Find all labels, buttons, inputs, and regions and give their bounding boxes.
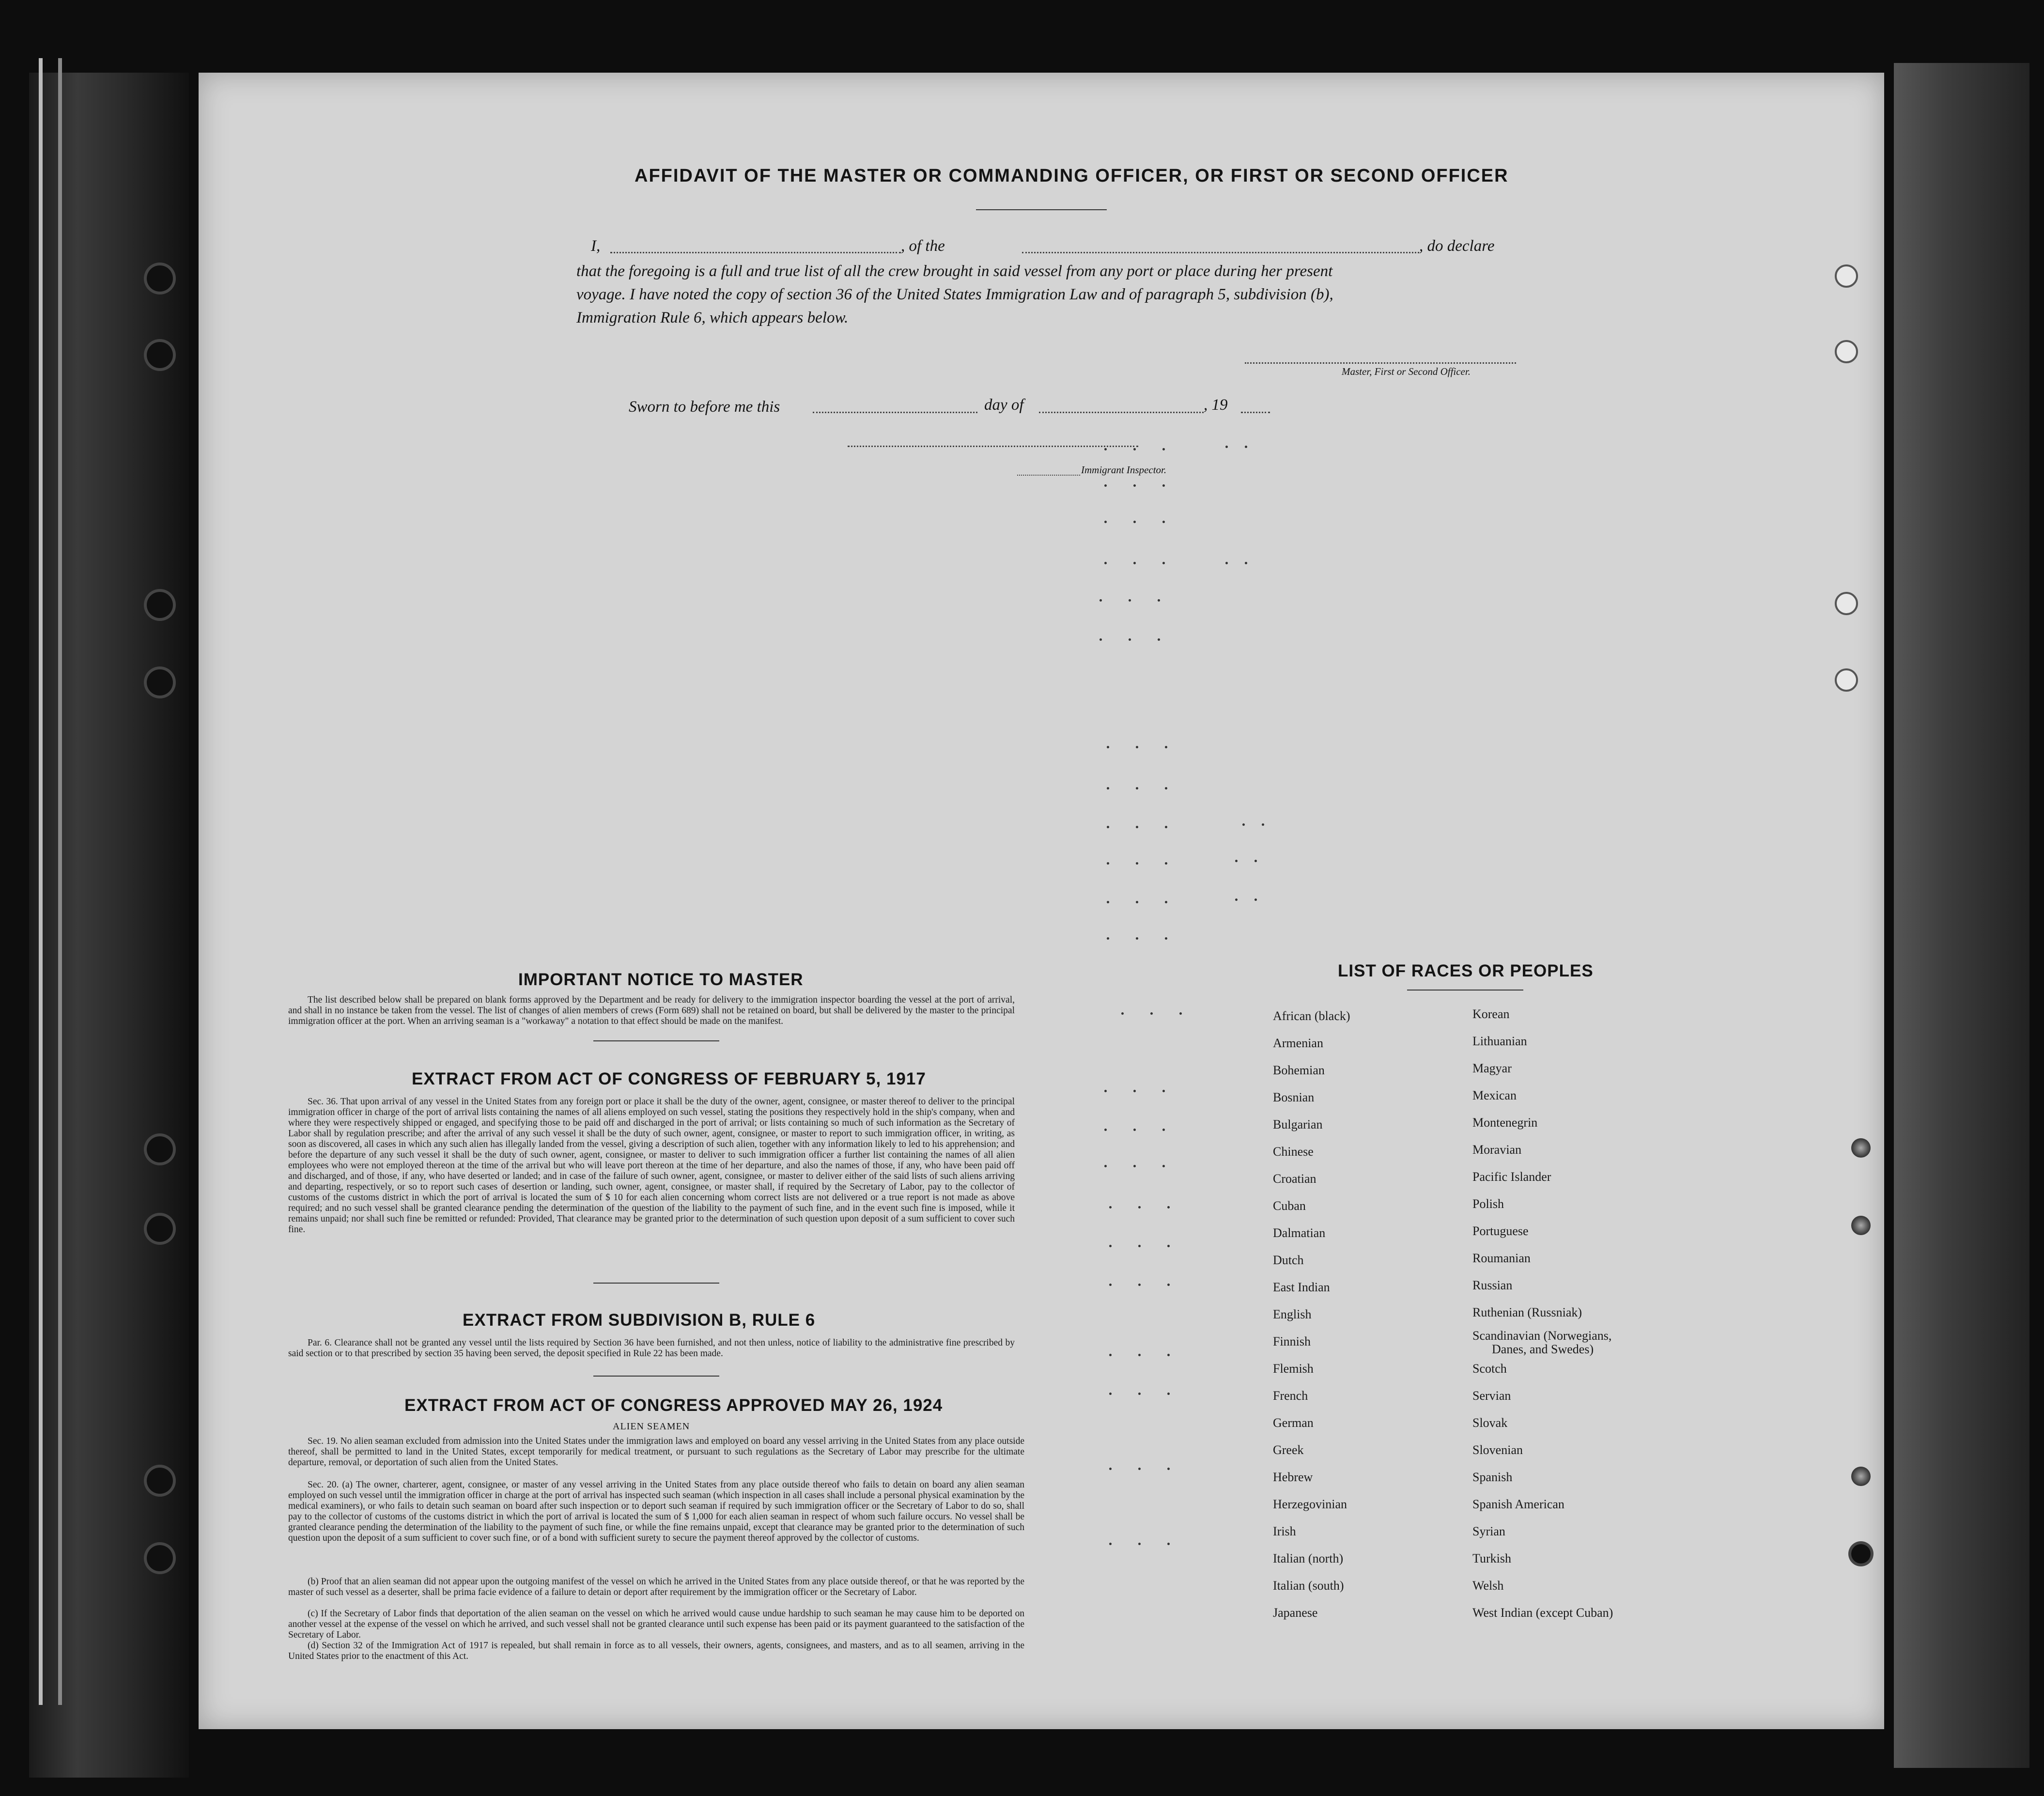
- race-item: Greek: [1273, 1443, 1304, 1457]
- race-item: Scandinavian (Norwegians,: [1472, 1329, 1612, 1343]
- punch-hole: [1835, 264, 1858, 288]
- race-item: Italian (south): [1273, 1579, 1344, 1593]
- race-item: French: [1273, 1389, 1308, 1403]
- extract-1917-title: EXTRACT FROM ACT OF CONGRESS OF FEBRUARY 5, 1917: [412, 1069, 926, 1088]
- punch-hole: [1835, 668, 1858, 692]
- binder-hole: [147, 592, 173, 618]
- punch-hole: [1851, 1216, 1871, 1235]
- extract-rule6-title: EXTRACT FROM SUBDIVISION B, RULE 6: [463, 1311, 816, 1330]
- binder-left: [29, 73, 189, 1778]
- race-item: Servian: [1472, 1389, 1511, 1403]
- title-rule: [976, 209, 1107, 210]
- race-item: Finnish: [1273, 1334, 1311, 1348]
- race-item: Dutch: [1273, 1253, 1304, 1267]
- divider: [1407, 990, 1523, 991]
- race-item: Moravian: [1472, 1143, 1522, 1157]
- binder-edge: [58, 58, 62, 1705]
- race-item: Pacific Islander: [1472, 1170, 1551, 1184]
- race-item: Mexican: [1472, 1088, 1517, 1102]
- punch-hole: [1851, 1138, 1871, 1158]
- vessel-blank[interactable]: [1022, 252, 1419, 253]
- race-item: Slovenian: [1472, 1443, 1523, 1457]
- sworn-day-blank[interactable]: [813, 412, 977, 413]
- race-item: Syrian: [1472, 1524, 1505, 1538]
- race-item: Welsh: [1472, 1579, 1504, 1593]
- race-item: Russian: [1472, 1278, 1513, 1292]
- race-item: Dalmatian: [1273, 1226, 1326, 1240]
- affidavit-i: I,: [591, 237, 601, 255]
- race-item: Montenegrin: [1472, 1115, 1538, 1130]
- race-item: Bulgarian: [1273, 1117, 1323, 1131]
- race-item: Danes, and Swedes): [1492, 1342, 1594, 1356]
- divider: [593, 1376, 719, 1377]
- inspector-signature-blank[interactable]: [848, 446, 1138, 447]
- sworn-month-blank[interactable]: [1039, 412, 1204, 413]
- name-blank[interactable]: [610, 252, 901, 253]
- binder-hole: [147, 1468, 173, 1494]
- race-item: Japanese: [1273, 1606, 1318, 1620]
- extract-1924-sec20c: (c) If the Secretary of Labor finds that deportation of the alien seaman on the vessel on which he arrived would cause undue hardship to such seaman he may cause him to be deported on another vessel at the expense of the vessel on which he arrived, and such vessel shall not be granted clearance until such expense has been paid or its payment guaranteed to the satisfaction of the Secretary of Labor.: [288, 1609, 1024, 1640]
- sworn-label: Sworn to before me this: [629, 398, 780, 416]
- punch-hole: [1851, 1467, 1871, 1486]
- race-item: Herzegovinian: [1273, 1497, 1347, 1511]
- punch-hole: [1851, 1544, 1871, 1564]
- divider: [593, 1283, 719, 1284]
- binder-hole: [147, 1216, 173, 1242]
- sworn-year-blank[interactable]: [1241, 412, 1270, 413]
- race-item: Slovak: [1472, 1416, 1508, 1430]
- punch-hole: [1835, 592, 1858, 615]
- race-item: Bosnian: [1273, 1090, 1315, 1104]
- extract-1924-sec20b: (b) Proof that an alien seaman did not appear upon the outgoing manifest of the vessel on which he arrived in the United States from any place outside thereof, or that he was reported by the master of such vessel as a deserter, shall be prima facie evidence of a failure to detain or deport after requirement by the immigration officer or the Secretary of Labor.: [288, 1577, 1024, 1597]
- race-item: African (black): [1273, 1009, 1350, 1023]
- race-item: Bohemian: [1273, 1063, 1325, 1077]
- race-item: East Indian: [1273, 1280, 1330, 1294]
- race-item: Portuguese: [1472, 1224, 1529, 1238]
- binder-hole: [147, 265, 173, 292]
- binder-hole: [147, 1545, 173, 1571]
- binder-right: [1894, 63, 2029, 1768]
- form-page: [199, 73, 1884, 1729]
- punch-hole: [1835, 340, 1858, 363]
- inspector-leader: [1017, 475, 1080, 476]
- divider: [593, 1040, 719, 1041]
- race-item: Roumanian: [1472, 1251, 1531, 1265]
- race-item: Turkish: [1472, 1551, 1511, 1565]
- notice-text: The list described below shall be prepared on blank forms approved by the Department and be ready for delivery to the immigration inspector boarding the vessel at the port of arrival, and shall in no instance be taken from the vessel. The list of changes of alien members of crews (Form 689) shall not be retained on board, but shall be delivered by the master to the principal immigration officer at the port. When an arriving seaman is a "workaway" a notation to that effect should be made on the manifest.: [288, 995, 1015, 1026]
- race-item: Italian (north): [1273, 1551, 1344, 1565]
- race-item: Magyar: [1472, 1061, 1512, 1075]
- race-item: Flemish: [1273, 1362, 1314, 1376]
- affidavit-body-1: that the foregoing is a full and true list of all the crew brought in said vessel from any port or place during her present: [576, 263, 1333, 280]
- race-item: German: [1273, 1416, 1314, 1430]
- signature-blank[interactable]: [1245, 362, 1516, 364]
- binder-hole: [147, 1136, 173, 1162]
- race-item: Cuban: [1273, 1199, 1306, 1213]
- extract-1917-text: Sec. 36. That upon arrival of any vessel in the United States from any foreign port or place it shall be the duty of the owner, agent, consignee, or master thereof to deliver to the principal immigration officer in charge of the port of arrival lists containing the names of all aliens employed on such vessel, stating the positions they respectively hold in the ship's company, when and where they were respectively shipped or engaged, and specifying those to be paid off and discharged in the port of arrival; or lists containing so much of such information as the Secretary of Labor shall by regulation prescribe; and after the arrival of any such vessel it shall be the duty of such owner, agent, consignee, or master to report to such immigration officer, in writing, as soon as discovered, all cases in which any such alien has illegally landed from the vessel, giving a description of such alien, together with any information likely to led to his apprehension; and before the departure of any such vessel it shall be the duty of such owner, agent, consignee, or master to deliver to such immigration officer a further list containing the names of all alien employees who were not employed thereon at the time of the arrival but who will leave port thereon at the time of her departure, and also the names of those, if any, who have been paid off and discharged, and of those, if any, who have deserted or landed; and in case of the failure of such owner, agent, consignee, or master to deliver either of the said lists of such aliens arriving and departing, respectively, or so to report such cases of desertion or landing, such owner, agent, consignee, or master shall, if required by the Secretary of Labor, pay to the collector of customs of the customs district in which the port of arrival is located the sum of $ 10 for each alien concerning whom correct lists are not delivered or a true report is not made as above required; and no such vessel shall be granted clearance pending the determination of the question of the liability to the payment of such fine, and in the event such fine is imposed, while it remains unpaid; nor shall such fine be remitted or refunded: Provided, That clearance may be granted prior to the determination of such question upon deposit of a sum sufficient to cover such fine.: [288, 1097, 1015, 1235]
- race-item: Hebrew: [1273, 1470, 1313, 1484]
- inspector-caption: Immigrant Inspector.: [1081, 464, 1167, 476]
- extract-1924-title: EXTRACT FROM ACT OF CONGRESS APPROVED MAY 26, 1924: [404, 1396, 943, 1415]
- affidavit-of-the: , of the: [901, 237, 945, 255]
- year-label: , 19: [1204, 396, 1228, 414]
- race-item: Armenian: [1273, 1036, 1323, 1050]
- extract-rule6-text: Par. 6. Clearance shall not be granted any vessel until the lists required by Section 36 have been furnished, and not then unless, notice of liability to the administrative fine prescribed by said section or to that prescribed by section 35 having been served, the deposit specified in Rule 22 has been made.: [288, 1338, 1015, 1359]
- affidavit-do-declare: , do declare: [1419, 237, 1495, 255]
- race-item: Croatian: [1273, 1172, 1316, 1186]
- race-item: Polish: [1472, 1197, 1504, 1211]
- affidavit-body-3: Immigration Rule 6, which appears below.: [576, 309, 849, 326]
- alien-seamen-subtitle: ALIEN SEAMEN: [613, 1421, 690, 1432]
- day-of-label: day of: [984, 396, 1024, 414]
- race-item: West Indian (except Cuban): [1472, 1606, 1613, 1620]
- races-title: LIST OF RACES OR PEOPLES: [1338, 961, 1594, 980]
- notice-title: IMPORTANT NOTICE TO MASTER: [518, 970, 804, 989]
- extract-1924-sec20a: Sec. 20. (a) The owner, charterer, agent, consignee, or master of any vessel arriving in the United States from any place outside thereof who fails to detain on board any alien seaman employed on such vessel until the immigration officer in charge at the port of arrival has inspected such seaman (which inspection in all cases shall include a personal physical examination by the medical examiners), or who fails to detain such seaman on board after such inspection or to deport such seaman if required by such immigration officer or the Secretary of Labor to do so, shall pay to the collector of customs of the customs district in which the port of arrival is located the sum of $ 1,000 for each alien seaman in respect of whom such failure occurs. No vessel shall be granted clearance pending the determination of the liability to the payment of such fine, or while the fine remains unpaid, except that clearance may be granted prior to the determination of such question upon the deposit of a sum sufficient to cover such fine, or of a bond with sufficient surety to secure the payment thereof approved by the collector of customs.: [288, 1480, 1024, 1543]
- race-item: Korean: [1472, 1007, 1510, 1021]
- race-item: Irish: [1273, 1524, 1296, 1538]
- race-item: Spanish: [1472, 1470, 1513, 1484]
- race-item: Spanish American: [1472, 1497, 1564, 1511]
- race-item: Chinese: [1273, 1145, 1314, 1159]
- binder-hole: [147, 342, 173, 368]
- race-item: Ruthenian (Russniak): [1472, 1305, 1582, 1319]
- binder-edge: [39, 58, 43, 1705]
- extract-1924-sec19: Sec. 19. No alien seaman excluded from admission into the United States under the immigration laws and employed on board any vessel arriving in the United States from any place outside thereof, shall be permitted to land in the United States, except temporarily for medical treatment, or pursuant to such regulations as the Secretary of Labor may prescribe for the ultimate departure, removal, or deportation of such alien from the United States.: [288, 1436, 1024, 1468]
- race-item: Lithuanian: [1472, 1034, 1527, 1048]
- race-item: English: [1273, 1307, 1312, 1321]
- affidavit-body-2: voyage. I have noted the copy of section 36 of the United States Immigration Law and of paragraph 5, subdivision (b),: [576, 286, 1333, 303]
- affidavit-title: AFFIDAVIT OF THE MASTER OR COMMANDING OFFICER, OR FIRST OR SECOND OFFICER: [635, 166, 1509, 186]
- extract-1924-sec20d: (d) Section 32 of the Immigration Act of 1917 is repealed, but shall remain in force as to all vessels, their owners, agents, consignees, and masters, and as to all seamen, arriving in the United States prior to the enactment of this Act.: [288, 1641, 1024, 1661]
- binder-hole: [147, 669, 173, 696]
- race-item: Scotch: [1472, 1362, 1507, 1376]
- signature-caption: Master, First or Second Officer.: [1342, 366, 1471, 377]
